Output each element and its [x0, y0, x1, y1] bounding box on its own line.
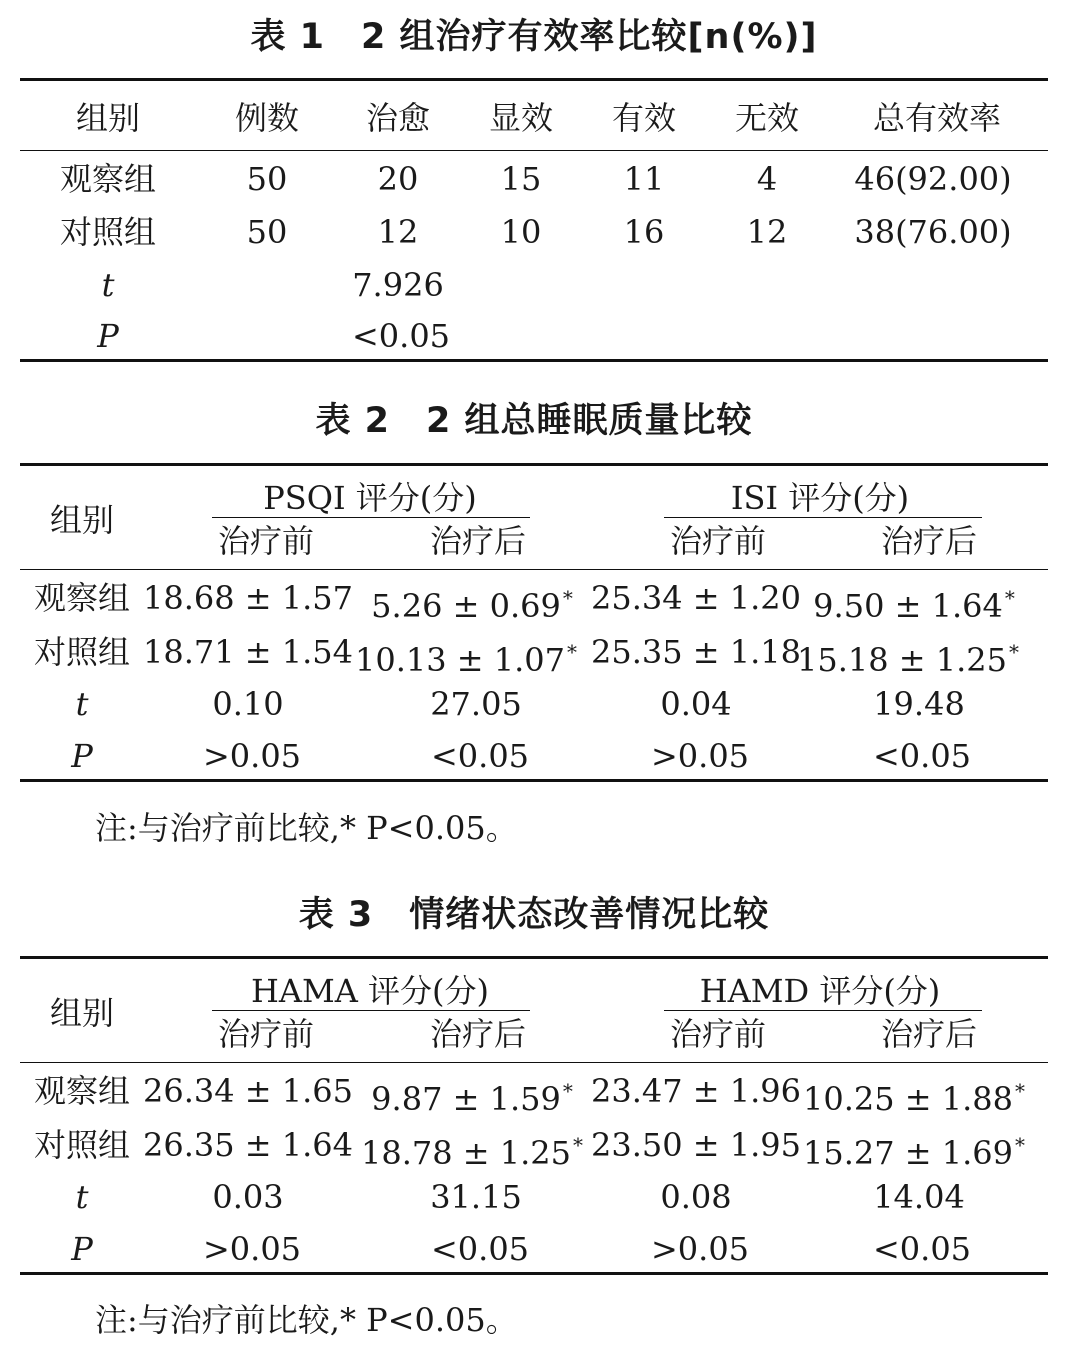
- table1-p-value: <0.05: [351, 317, 451, 355]
- table1-t-label: t: [101, 266, 115, 304]
- table3-cell: 对照组: [33, 1126, 131, 1164]
- table3-p-label: P: [71, 1230, 93, 1268]
- table1-title: 表 1 2 组治疗有效率比较[n(%)]: [250, 17, 818, 57]
- table2-t-value: 0.04: [660, 685, 732, 723]
- table2-cell: 5.26 ± 0.69 *: [371, 586, 573, 625]
- table1-top-rule: [20, 78, 1048, 81]
- table3-note: 注:与治疗前比较,* P<0.05。: [95, 1301, 518, 1339]
- table3-span-hama: HAMA 评分(分): [250, 972, 490, 1010]
- table1-cell: 50: [246, 160, 288, 198]
- table2-span-isi: ISI 评分(分): [730, 479, 910, 517]
- table1-cell: 38(76.00): [854, 213, 1012, 251]
- table1-header-cured: 治愈: [365, 99, 431, 137]
- table3-p-value: <0.05: [430, 1230, 530, 1268]
- table3-p-value: >0.05: [650, 1230, 750, 1268]
- table1-cell: 4: [756, 160, 778, 198]
- table3-cell: 23.47 ± 1.96: [590, 1072, 802, 1110]
- table1-cell: 10: [500, 213, 542, 251]
- table3-t-label: t: [75, 1178, 89, 1216]
- table3-header-group: 组别: [49, 994, 115, 1032]
- table1-header-effective: 有效: [611, 99, 677, 137]
- table3-cell: 10.25 ± 1.88 *: [802, 1079, 1026, 1118]
- table1-cell: 观察组: [59, 160, 157, 198]
- table3-span-hama-underline: [212, 1010, 530, 1011]
- table3-cell: 18.78 ± 1.25 *: [360, 1133, 584, 1172]
- table2-t-value: 19.48: [873, 685, 965, 723]
- table2-cell: 18.68 ± 1.57: [142, 579, 354, 617]
- table2-top-rule: [20, 463, 1048, 466]
- table2-header-group: 组别: [49, 501, 115, 539]
- table2-cell: 9.50 ± 1.64 *: [813, 586, 1015, 625]
- table2-span-isi-underline: [664, 517, 982, 518]
- table1-cell: 20: [377, 160, 419, 198]
- table2-note: 注:与治疗前比较,* P<0.05。: [95, 809, 518, 847]
- table1-header-cases: 例数: [234, 99, 300, 137]
- table1-bottom-rule: [20, 359, 1048, 362]
- table3-t-value: 14.04: [873, 1178, 965, 1216]
- table3-sub-header: 治疗后: [429, 1015, 527, 1053]
- table2-cell: 15.18 ± 1.25 *: [796, 640, 1020, 679]
- table3-sub-header: 治疗前: [217, 1015, 315, 1053]
- table2-sub-header: 治疗前: [669, 522, 767, 560]
- table2-p-value: >0.05: [202, 737, 302, 775]
- table3-t-value: 0.08: [660, 1178, 732, 1216]
- table2-bottom-rule: [20, 779, 1048, 782]
- table1-cell: 11: [623, 160, 665, 198]
- table1-t-value: 7.926: [352, 266, 444, 304]
- table1-cell: 对照组: [59, 213, 157, 251]
- table2-cell: 10.13 ± 1.07 *: [354, 640, 578, 679]
- table1-header-group: 组别: [75, 99, 141, 137]
- table3-span-hamd-underline: [664, 1010, 982, 1011]
- table1-cell: 12: [746, 213, 788, 251]
- table3-cell: 9.87 ± 1.59 *: [371, 1079, 573, 1118]
- table2-header-rule: [20, 569, 1048, 570]
- table3-cell: 观察组: [33, 1072, 131, 1110]
- table2-cell: 25.35 ± 1.18: [590, 633, 802, 671]
- table3-cell: 23.50 ± 1.95: [590, 1126, 802, 1164]
- table2-t-label: t: [75, 685, 89, 723]
- table3-header-rule: [20, 1062, 1048, 1063]
- table1-header-total: 总有效率: [872, 99, 1002, 137]
- table2-cell: 18.71 ± 1.54: [142, 633, 354, 671]
- table3-t-value: 0.03: [212, 1178, 284, 1216]
- table2-sub-header: 治疗前: [217, 522, 315, 560]
- table2-p-value: <0.05: [430, 737, 530, 775]
- table1-header-invalid: 无效: [734, 99, 800, 137]
- table1-header-rule: [20, 150, 1048, 151]
- table2-span-psqi-underline: [212, 517, 530, 518]
- table1-header-marked: 显效: [488, 99, 554, 137]
- table2-cell: 观察组: [33, 579, 131, 617]
- table3-title: 表 3 情绪状态改善情况比较: [298, 895, 770, 935]
- table3-sub-header: 治疗后: [880, 1015, 978, 1053]
- table3-p-value: <0.05: [872, 1230, 972, 1268]
- table2-cell: 对照组: [33, 633, 131, 671]
- table3-p-value: >0.05: [202, 1230, 302, 1268]
- table1-p-label: P: [97, 317, 119, 355]
- table1-cell: 16: [623, 213, 665, 251]
- table3-t-value: 31.15: [430, 1178, 522, 1216]
- table2-title: 表 2 2 组总睡眠质量比较: [315, 401, 753, 441]
- table1-cell: 46(92.00): [854, 160, 1012, 198]
- table2-p-value: >0.05: [650, 737, 750, 775]
- table3-span-hamd: HAMD 评分(分): [699, 972, 941, 1010]
- table2-p-value: <0.05: [872, 737, 972, 775]
- table2-sub-header: 治疗后: [880, 522, 978, 560]
- table2-t-value: 27.05: [430, 685, 522, 723]
- table2-span-psqi: PSQI 评分(分): [263, 479, 477, 517]
- table3-top-rule: [20, 956, 1048, 959]
- table3-bottom-rule: [20, 1272, 1048, 1275]
- table3-cell: 26.35 ± 1.64: [142, 1126, 354, 1164]
- table1-cell: 50: [246, 213, 288, 251]
- table2-t-value: 0.10: [212, 685, 284, 723]
- table2-cell: 25.34 ± 1.20: [590, 579, 802, 617]
- table2-p-label: P: [71, 737, 93, 775]
- table2-sub-header: 治疗后: [429, 522, 527, 560]
- table1-cell: 12: [377, 213, 419, 251]
- table3-cell: 26.34 ± 1.65: [142, 1072, 354, 1110]
- table3-cell: 15.27 ± 1.69 *: [802, 1133, 1026, 1172]
- table1-cell: 15: [500, 160, 542, 198]
- table3-sub-header: 治疗前: [669, 1015, 767, 1053]
